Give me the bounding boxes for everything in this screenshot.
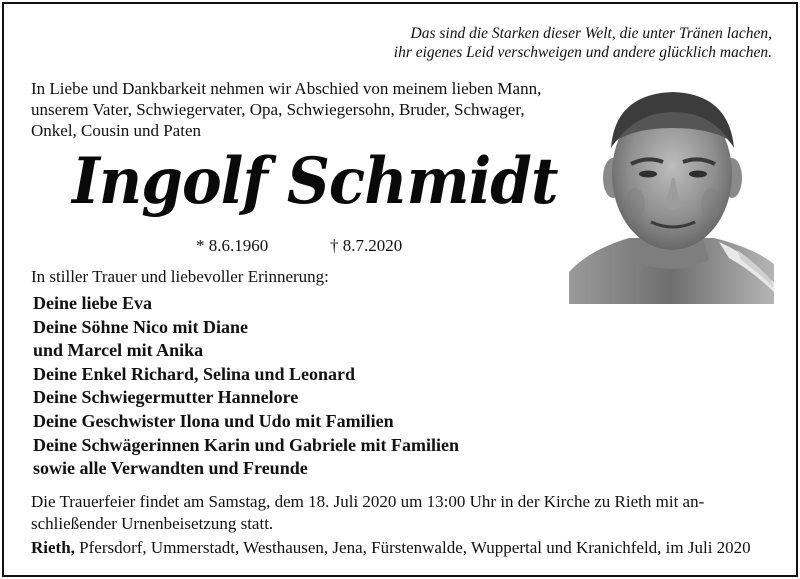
funeral-notice <box>31 491 771 534</box>
family-member: Deine Söhne Nico mit Diane <box>33 316 248 337</box>
place-date-line <box>31 538 751 558</box>
family-list <box>33 292 459 481</box>
funeral-line: Die Trauerfeier findet am Samstag, dem 18. Juli 2020 um 13:00 Uhr in der Kirche zu Rieth mit an- <box>31 492 705 511</box>
memorial-quote <box>394 24 772 62</box>
intro-line: In Liebe und Dankbarkeit nehmen wir Abschied von meinem lieben Mann, <box>31 79 542 98</box>
family-member: sowie alle Verwandten und Freunde <box>33 458 308 479</box>
intro-line: unserem Vater, Schwiegervater, Opa, Schwiegersohn, Bruder, Schwager, <box>31 100 525 119</box>
family-member: Deine Schwiegermutter Hannelore <box>33 387 299 408</box>
quote-line: Das sind die Starken dieser Welt, die unter Tränen lachen, <box>410 25 772 42</box>
intro-line: Onkel, Cousin und Paten <box>31 121 201 140</box>
funeral-line: schließender Urnenbeisetzung statt. <box>31 513 274 533</box>
death-date: † 8.7.2020 <box>330 236 403 255</box>
place-rest: Pfersdorf, Ummerstadt, Westhausen, Jena, Fürstenwalde, Wuppertal und Kranichfeld, im Juli 2020 <box>74 538 751 557</box>
family-member: Deine Schwägerinnen Karin und Gabriele mit Familien <box>33 434 459 455</box>
portrait-photo <box>569 82 774 304</box>
farewell-intro <box>31 78 571 141</box>
family-member: und Marcel mit Anika <box>33 340 204 361</box>
family-member: Deine Geschwister Ilona und Udo mit Familien <box>33 410 394 431</box>
birth-date: * 8.6.1960 <box>196 236 269 255</box>
mourning-intro: In stiller Trauer und liebevoller Erinnerung: <box>31 267 329 286</box>
family-member: Deine liebe Eva <box>33 293 152 313</box>
place-main: Rieth, <box>31 538 75 557</box>
obituary-frame <box>2 2 798 577</box>
deceased-name: Ingolf Schmidt <box>72 144 558 219</box>
quote-line: ihr eigenes Leid verschweigen und andere glücklich machen. <box>393 44 772 61</box>
family-member: Deine Enkel Richard, Selina und Leonard <box>33 363 356 384</box>
